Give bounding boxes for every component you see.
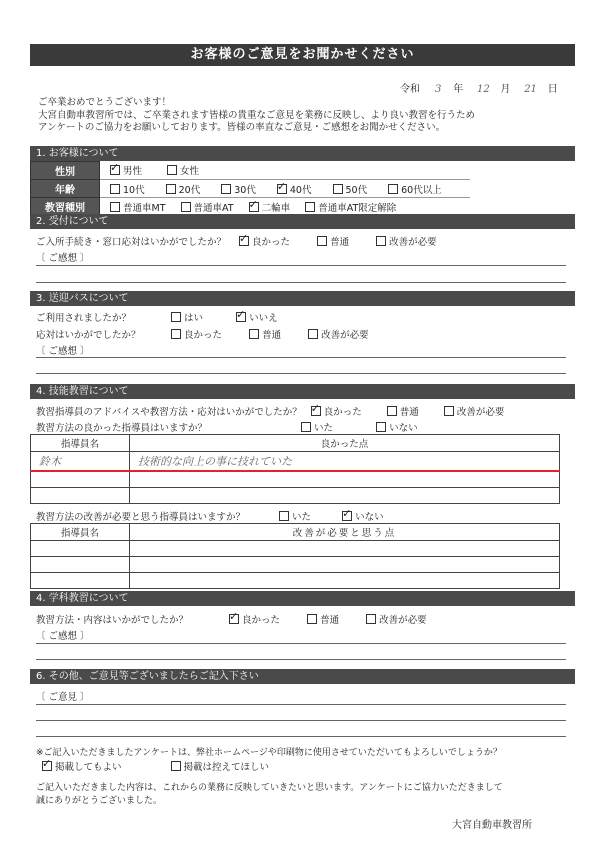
checkbox-icon[interactable] <box>301 422 311 432</box>
checkbox-icon[interactable] <box>249 202 259 212</box>
section-header-other: 6. その他、ご意見等ございましたらご記入下さい <box>30 669 575 684</box>
age-40s[interactable]: ✓ 40代 <box>277 185 312 196</box>
date-day[interactable]: 21 <box>524 84 537 95</box>
good-point-cell[interactable] <box>130 471 560 487</box>
course-motorcycle[interactable]: ✓ 二輪車 <box>249 203 291 214</box>
table-row <box>31 471 560 487</box>
reception-comment-label: 〔 ご感想 〕 <box>36 253 90 264</box>
checkbox-icon[interactable] <box>249 329 259 339</box>
checkbox-icon[interactable] <box>166 184 176 194</box>
practical-improve-instructor-yes[interactable]: いた <box>279 512 311 523</box>
comment-line[interactable] <box>36 373 566 374</box>
instructor-name-cell[interactable] <box>31 487 130 503</box>
instructor-name-cell[interactable] <box>31 541 130 557</box>
form-title: お客様のご意見をお聞かせください <box>30 44 575 66</box>
checkbox-icon[interactable] <box>366 614 376 624</box>
table-row <box>31 573 560 589</box>
comment-line[interactable] <box>36 659 566 660</box>
checkbox-icon[interactable] <box>388 184 398 194</box>
checkbox-icon[interactable] <box>277 184 287 194</box>
checkbox-icon[interactable] <box>376 236 386 246</box>
practical-needs-improvement[interactable]: 改善が必要 <box>444 407 505 418</box>
date-year-suffix: 年 <box>453 84 464 95</box>
section-header-reception: 2. 受付について <box>30 214 575 229</box>
course-type-options <box>100 198 471 216</box>
classroom-needs-improvement[interactable]: 改善が必要 <box>366 615 427 626</box>
consent-allow[interactable]: ✓掲載してもよい <box>42 762 122 773</box>
closing-text <box>36 782 503 807</box>
bus-yes[interactable]: はい <box>171 313 203 324</box>
bus-comment-label: 〔 ご感想 〕 <box>36 346 90 357</box>
comment-line[interactable] <box>36 282 566 283</box>
checkbox-icon[interactable] <box>229 614 239 624</box>
consent-question: ※ご記入いただきましたアンケートは、弊社ホームページや印刷物に使用させていただいてもよろしいでしょうか？ <box>36 748 502 758</box>
reception-question-row <box>36 234 437 248</box>
bus-needs-improvement[interactable]: 改善が必要 <box>308 330 369 341</box>
gender-female[interactable]: 女性 <box>167 166 199 177</box>
practical-good[interactable]: ✓ 良かった <box>311 407 362 418</box>
instructor-name-cell[interactable]: 鈴木 <box>31 452 130 472</box>
course-mt[interactable]: 普通車MT <box>110 203 166 214</box>
practical-good-instructor-yes[interactable]: いた <box>301 423 333 434</box>
intro-line: ご卒業おめでとうございます！ <box>38 97 172 108</box>
comment-line[interactable] <box>36 704 566 705</box>
checkbox-icon[interactable] <box>171 329 181 339</box>
consent-options <box>42 759 269 773</box>
section-header-practical: 4. 技能教習について <box>30 384 575 399</box>
course-at-release[interactable]: 普通車AT限定解除 <box>305 203 396 214</box>
course-at[interactable]: 普通車AT <box>181 203 234 214</box>
practical-q3: 教習方法の改善が必要と思う指導員はいますか？ <box>36 512 246 523</box>
gender-options <box>100 162 471 180</box>
checkbox-icon[interactable] <box>279 511 289 521</box>
checkbox-icon[interactable] <box>110 184 120 194</box>
age-60s-plus[interactable]: 60代以上 <box>388 185 442 196</box>
practical-q2: 教習方法の良かった指導員はいますか？ <box>36 423 208 434</box>
reception-needs-improvement[interactable]: 改善が必要 <box>376 237 437 248</box>
comment-line[interactable] <box>36 643 566 644</box>
instructor-name-cell[interactable] <box>31 573 130 589</box>
checkbox-icon[interactable] <box>307 614 317 624</box>
bus-q1-row <box>36 310 278 324</box>
reception-good[interactable]: ✓ 良かった <box>239 237 290 248</box>
checkbox-icon[interactable] <box>110 165 120 175</box>
checkbox-icon[interactable] <box>110 202 120 212</box>
date-month[interactable]: 12 <box>477 84 490 95</box>
practical-q1-row <box>36 404 504 418</box>
good-point-cell[interactable] <box>130 487 560 503</box>
checkbox-icon[interactable] <box>317 236 327 246</box>
practical-improve-instructor-no[interactable]: ✓ いない <box>342 512 384 523</box>
bus-no[interactable]: ✓ いいえ <box>236 313 278 324</box>
column-header-instructor: 指導員名 <box>31 524 130 541</box>
checkbox-icon[interactable] <box>221 184 231 194</box>
checkbox-icon[interactable] <box>167 165 177 175</box>
practical-normal[interactable]: 普通 <box>387 407 419 418</box>
practical-q2-row <box>36 420 418 434</box>
practical-good-instructor-no[interactable]: いない <box>376 423 418 434</box>
date-day-suffix: 日 <box>547 84 558 95</box>
checkbox-icon[interactable] <box>42 761 52 771</box>
checkbox-icon[interactable] <box>444 406 454 416</box>
gender-male[interactable]: ✓ 男性 <box>110 166 142 177</box>
column-header-improvement-points: 改善が必要と思う点 <box>130 524 560 541</box>
intro-line: 大宮自動車教習所では、ご卒業されます皆様の貴重なご意見を業務に反映し、より良い教習を行うため <box>38 109 476 121</box>
improvement-point-cell[interactable] <box>130 557 560 573</box>
checkbox-icon[interactable] <box>376 422 386 432</box>
age-label: 年齢 <box>31 180 100 198</box>
closing-line: 誠にありがとうございました。 <box>36 795 163 806</box>
reception-question: ご入所手続き・窓口応対はいかがでしたか？ <box>36 237 227 248</box>
bus-q1: ご利用されましたか？ <box>36 313 132 324</box>
classroom-question-row <box>36 612 427 626</box>
age-50s[interactable]: 50代 <box>333 185 368 196</box>
checkbox-icon[interactable] <box>342 511 352 521</box>
other-comment-label: 〔 ご意見 〕 <box>36 692 90 703</box>
date-era: 令和 <box>400 84 420 95</box>
checkbox-icon[interactable] <box>387 406 397 416</box>
reception-normal[interactable]: 普通 <box>317 237 349 248</box>
bus-normal[interactable]: 普通 <box>249 330 281 341</box>
bus-q2-row <box>36 327 369 341</box>
section-header-classroom: 4. 学科教習について <box>30 591 575 606</box>
table-row <box>31 452 560 472</box>
practical-q1: 教習指導員のアドバイスや教習方法・応対はいかがでしたか？ <box>36 407 302 418</box>
good-instructor-table <box>30 434 560 504</box>
checkbox-icon[interactable] <box>181 202 191 212</box>
classroom-comment-label: 〔 ご感想 〕 <box>36 631 90 642</box>
comment-line[interactable] <box>36 265 566 266</box>
instructor-name-cell[interactable] <box>31 471 130 487</box>
column-header-good-points: 良かった点 <box>130 435 560 452</box>
intro-line: アンケートのご協力をお願いしております。皆様の率直なご意見・ご感想をお聞かせください。 <box>38 122 446 133</box>
gender-label: 性別 <box>31 162 100 180</box>
customer-profile-table <box>30 161 470 216</box>
intro-text <box>38 97 475 135</box>
comment-line[interactable] <box>36 357 566 358</box>
date-line <box>400 80 558 95</box>
age-10s[interactable]: 10代 <box>110 185 145 196</box>
checkbox-icon[interactable] <box>308 329 318 339</box>
column-header-instructor: 指導員名 <box>31 435 130 452</box>
instructor-name-cell[interactable] <box>31 557 130 573</box>
comment-line[interactable] <box>36 736 566 737</box>
good-point-cell[interactable]: 技術的な向上の事に技れていた <box>130 452 560 472</box>
checkbox-icon[interactable] <box>171 312 181 322</box>
section-header-bus: 3. 送迎バスについて <box>30 291 575 306</box>
bus-q2: 応対はいかがでしたか？ <box>36 330 141 341</box>
table-row <box>31 487 560 503</box>
checkbox-icon[interactable] <box>311 406 321 416</box>
consent-decline[interactable]: 掲載は控えてほしい <box>171 762 270 773</box>
checkbox-icon[interactable] <box>171 761 181 771</box>
classroom-good[interactable]: ✓ 良かった <box>229 615 280 626</box>
improvement-point-cell[interactable] <box>130 573 560 589</box>
classroom-normal[interactable]: 普通 <box>307 615 339 626</box>
improvement-point-cell[interactable] <box>130 541 560 557</box>
age-20s[interactable]: 20代 <box>166 185 201 196</box>
checkbox-icon[interactable] <box>305 202 315 212</box>
section-header-customer: 1. お客様について <box>30 146 575 161</box>
age-30s[interactable]: 30代 <box>221 185 256 196</box>
checkbox-icon[interactable] <box>333 184 343 194</box>
table-row <box>31 541 560 557</box>
bus-good[interactable]: 良かった <box>171 330 222 341</box>
date-month-suffix: 月 <box>500 84 511 95</box>
checkbox-icon[interactable] <box>236 312 246 322</box>
school-name: 大宮自動車教習所 <box>452 820 532 831</box>
course-type-label: 教習種別 <box>31 198 100 216</box>
closing-line: ご記入いただきました内容は、これからの業務に反映していきたいと思います。アンケートにご協力いただきまして <box>36 783 503 793</box>
comment-line[interactable] <box>36 720 566 721</box>
practical-q3-row <box>36 509 384 523</box>
age-options <box>100 180 471 198</box>
improve-instructor-table <box>30 523 560 589</box>
checkbox-icon[interactable] <box>239 236 249 246</box>
classroom-question: 教習方法・内容はいかがでしたか？ <box>36 615 189 626</box>
table-row <box>31 557 560 573</box>
date-year[interactable]: 3 <box>435 84 442 95</box>
